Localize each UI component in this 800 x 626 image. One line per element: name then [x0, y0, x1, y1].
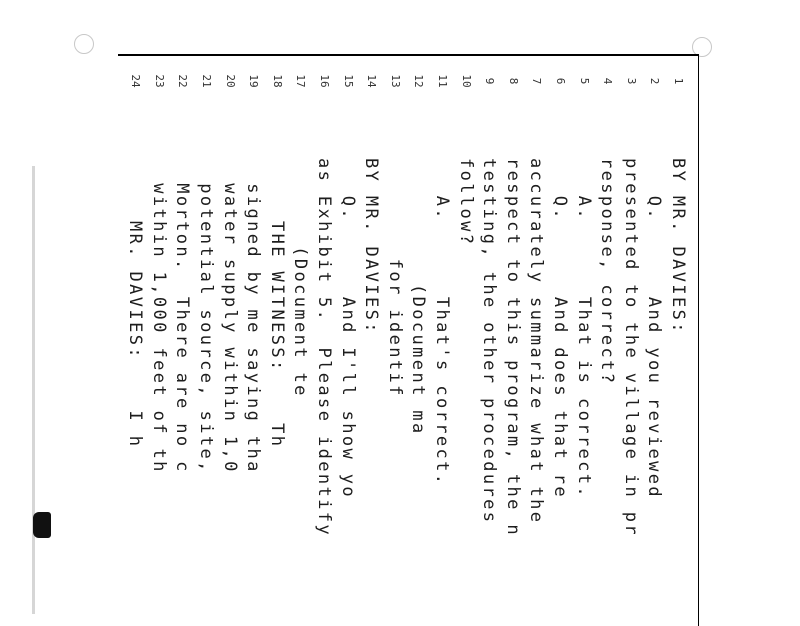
- transcript-line: [147, 70, 171, 626]
- line-number: 13: [388, 74, 402, 88]
- line-text: for identif: [384, 258, 405, 398]
- transcript-line: [477, 70, 501, 626]
- line-number: 6: [554, 77, 567, 85]
- transcript-line: [524, 70, 548, 626]
- line-text: potential source, site,: [196, 183, 216, 474]
- line-text: as Exhibit 5. Please identify: [314, 158, 334, 538]
- scanner-edge-bar: [32, 166, 35, 614]
- transcript-line: [430, 70, 454, 626]
- transcript-line: [288, 70, 312, 626]
- line-text: BY MR. DAVIES:: [668, 158, 688, 335]
- transcript-line: [170, 70, 194, 626]
- line-text: Q. And you reviewed: [644, 195, 665, 500]
- line-number: 11: [436, 74, 449, 88]
- transcript-line: [642, 70, 666, 626]
- line-text: respect to this program, the n: [502, 158, 523, 538]
- transcript-line: [572, 70, 596, 626]
- line-text: A. That's correct.: [432, 195, 452, 487]
- line-number: 24: [129, 74, 143, 88]
- line-number: 10: [459, 74, 473, 88]
- line-number: 14: [365, 74, 379, 88]
- line-number: 20: [223, 74, 237, 88]
- line-text: A. That is correct.: [573, 195, 594, 500]
- transcript-line: [336, 70, 360, 626]
- line-text: presented to the village in pr: [620, 158, 641, 538]
- transcript-line: [218, 70, 242, 626]
- transcript-line: [359, 70, 383, 626]
- line-text: follow?: [455, 158, 476, 247]
- transcript-line: [383, 70, 407, 626]
- transcript-line: [265, 70, 289, 626]
- line-text: signed by me saying tha: [243, 183, 264, 474]
- line-number: 4: [601, 77, 615, 85]
- line-number: 7: [530, 77, 544, 85]
- line-number: 23: [152, 74, 166, 88]
- transcript-line: [312, 70, 336, 626]
- transcript-line: [123, 70, 147, 626]
- line-text: Q. And I'll show yo: [337, 195, 358, 500]
- line-number: 17: [294, 74, 308, 88]
- line-text: Morton. There are no c: [172, 183, 193, 474]
- line-text: Q. And does that re: [550, 195, 570, 500]
- line-number: 19: [247, 74, 261, 88]
- line-number: 8: [506, 77, 520, 85]
- binder-clip: [33, 512, 51, 538]
- transcript-line: [619, 70, 643, 626]
- line-number: 9: [483, 77, 497, 85]
- binder-hole-left: [74, 34, 94, 54]
- transcript-line: [194, 70, 218, 626]
- transcript-line: [595, 70, 619, 626]
- transcript-line: [406, 70, 430, 626]
- line-number: 2: [648, 77, 662, 85]
- line-text: accurately summarize what the: [526, 158, 547, 525]
- line-number: 15: [341, 74, 355, 88]
- line-text: BY MR. DAVIES:: [361, 158, 382, 335]
- transcript-line: [454, 70, 478, 626]
- line-text: testing, the other procedures: [479, 158, 500, 525]
- transcript-line: [241, 70, 265, 626]
- line-text: (Document te: [290, 246, 311, 398]
- line-number: 12: [412, 74, 426, 88]
- line-text: THE WITNESS: Th: [266, 221, 287, 449]
- transcript-page: [118, 54, 699, 626]
- transcript-line: [501, 70, 525, 626]
- line-text: response, correct?: [597, 158, 618, 386]
- line-number: 1: [672, 77, 685, 85]
- transcript-line: [666, 70, 690, 626]
- line-number: 18: [270, 74, 284, 88]
- line-text: (Document ma: [408, 284, 429, 436]
- line-text: within 1,000 feet of th: [148, 183, 169, 474]
- transcript-text-block: [125, 70, 690, 626]
- transcript-line: [548, 70, 572, 626]
- line-number: 3: [624, 77, 638, 85]
- line-number: 16: [318, 74, 331, 88]
- line-text: MR. DAVIES: I h: [125, 221, 146, 449]
- line-text: water supply within 1,0: [219, 183, 240, 474]
- line-number: 5: [577, 77, 591, 85]
- line-number: 22: [176, 74, 190, 88]
- line-number: 21: [200, 74, 213, 88]
